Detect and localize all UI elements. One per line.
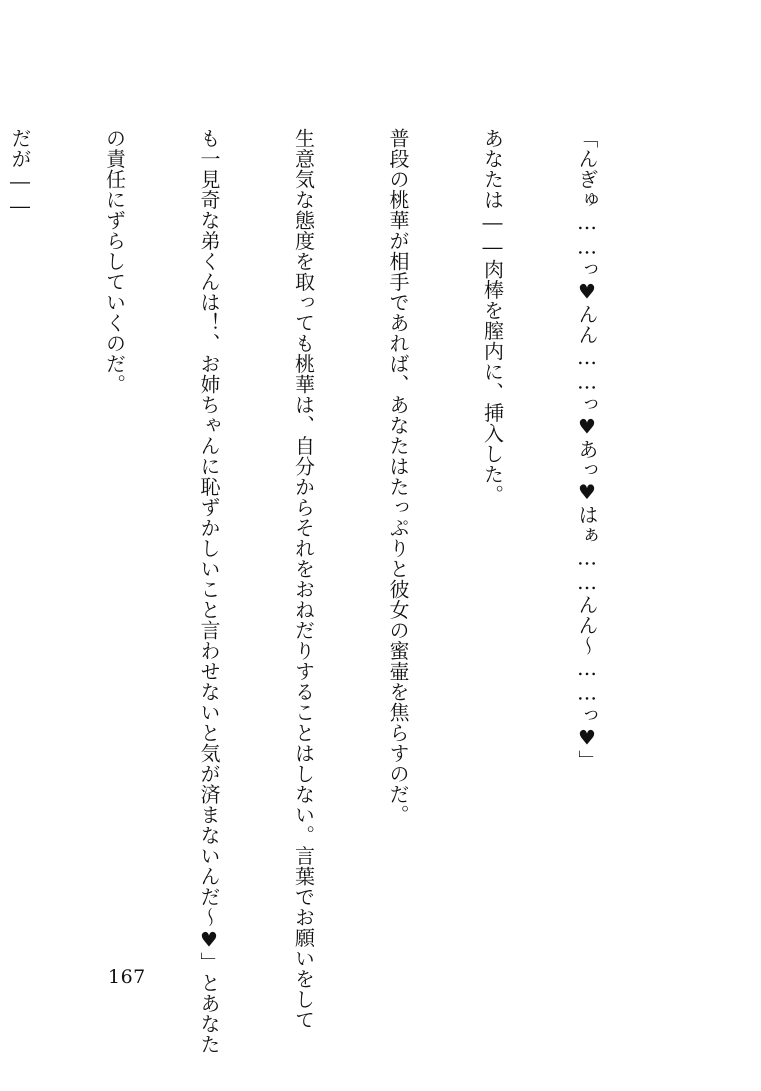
text-line: だが―― — [8, 128, 32, 218]
text-line: の責任にずらしていくのだ。 — [102, 128, 127, 395]
page-number: 167 — [108, 966, 146, 988]
text-line: 「んぎゅ……っ♥んん……っ♥あっ♥はぁ……んん～……っ♥」 — [575, 128, 599, 771]
text-line: 生意気な態度を取っても桃華は、自分からそれをおねだりすることはしない。言葉でお願いをして — [291, 128, 316, 1030]
text-line: あなたは――肉棒を膣内に、挿入した。 — [480, 128, 505, 505]
text-line: も一見奇な弟くんは！、お姉ちゃんに恥ずかしいこと言わせないと気が済まないんだ～♥」とあなた — [197, 128, 221, 1055]
text-line: 普段の桃華が相手であれば、あなたはたっぷりと彼女の蜜壷を焦らすのだ。 — [386, 128, 410, 825]
